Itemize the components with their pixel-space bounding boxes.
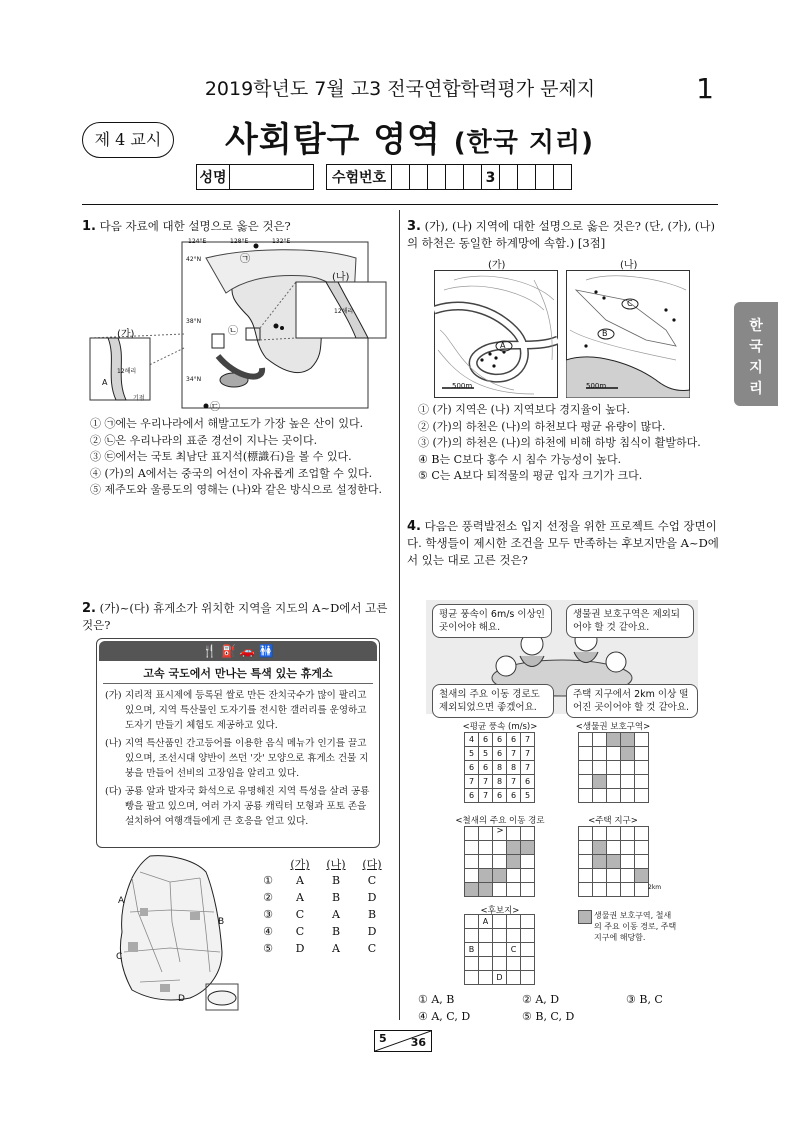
q4-options <box>418 992 718 1025</box>
grid-cell <box>521 929 535 943</box>
grid-cell <box>635 747 649 761</box>
q1-label-ga: (가) <box>117 329 135 340</box>
q2-answer-cell: A <box>296 891 304 904</box>
grid-cell <box>479 883 493 897</box>
q2-answer-number: ② <box>263 891 273 904</box>
grid-cell <box>579 883 593 897</box>
grid-cell <box>465 883 479 897</box>
grid-cell <box>593 733 607 747</box>
q4-option-1[interactable]: ① A, B <box>418 993 455 1006</box>
grid-cell <box>607 789 621 803</box>
q2-stem-text: (가)~(다) 휴게소가 위치한 지역을 지도의 A~D에서 고른 것은? <box>82 601 388 632</box>
grid-cell: 6 <box>479 761 493 775</box>
exam-no-digit: 3 <box>482 164 500 190</box>
exam-no-box[interactable] <box>536 164 554 190</box>
q4-bubble: 주택 지구에서 2km 이상 떨어진 곳이어야 할 것 같아요. <box>566 684 698 718</box>
grid-cell <box>507 855 521 869</box>
grid-cell <box>521 957 535 971</box>
grid-cell <box>593 841 607 855</box>
q1-options <box>90 416 395 499</box>
q2-answer-cell: C <box>367 942 377 955</box>
id-row <box>196 164 572 190</box>
grid-cell <box>465 841 479 855</box>
q2-items <box>97 688 379 829</box>
q4-grid-title-cand: <후보지> <box>480 906 520 916</box>
side-tab <box>734 302 778 406</box>
q4-option-4[interactable]: ④ A, C, D <box>418 1009 471 1023</box>
q2-answer-number: ① <box>263 874 273 887</box>
grid-cell <box>521 855 535 869</box>
q1-mark-c: ㉢ <box>210 402 220 413</box>
grid-cell <box>635 775 649 789</box>
q2-answer-option[interactable] <box>254 872 390 889</box>
q2-item-text: 지리적 표시제에 등록된 쌀로 만든 잔치국수가 많이 팔리고 있으며, 지역 특산물인 도자기를 전시한 갤러리를 운영하고 도자기 만들기 체험도 제공하고 있다. <box>125 690 367 731</box>
q2-answer-header <box>254 856 390 872</box>
q4-grid-title-house: <주택 지구> <box>588 816 638 826</box>
q2-item <box>105 784 371 829</box>
exam-no-box[interactable] <box>428 164 446 190</box>
q2-answer-cell: D <box>367 925 377 938</box>
grid-cell: 6 <box>479 733 493 747</box>
q3-option-3[interactable]: ③ (가)의 하천은 (나)의 하천에 비해 하방 침식이 활발하다. <box>418 436 701 449</box>
q1-stem <box>82 218 392 235</box>
grid-cell <box>493 827 507 841</box>
page-number: 1 <box>696 72 714 105</box>
q2-number: 2. <box>82 601 96 616</box>
grid-cell <box>635 827 649 841</box>
column-divider <box>399 210 400 1020</box>
q1-option-3[interactable]: ③ ㉢에서는 국토 최남단 표지석(標識石)을 볼 수 있다. <box>90 450 352 463</box>
q2-answer-rows <box>254 872 390 957</box>
q4-number: 4. <box>407 519 421 534</box>
grid-cell: 7 <box>507 775 521 789</box>
grid-cell: 7 <box>479 775 493 789</box>
grid-cell <box>621 789 635 803</box>
grid-cell <box>607 883 621 897</box>
q3-stem-text: (가), (나) 지역에 대한 설명으로 옳은 것은? (단, (가), (나)의 하천은 동일한 하계망에 속함.) [3점] <box>407 219 716 250</box>
q2-answer-number: ③ <box>263 908 273 921</box>
q4-grid-title-wind: <평균 풍속 (m/s)> <box>462 722 538 732</box>
grid-cell <box>621 733 635 747</box>
grid-cell: 8 <box>493 761 507 775</box>
grid-cell: 6 <box>507 733 521 747</box>
q2-answer-number: ⑤ <box>263 942 273 955</box>
q4-grid-candidates <box>464 914 535 985</box>
q2-item-text: 공룡 알과 발자국 화석으로 유명해진 지역 특성을 살려 공룡빵을 팔고 있으며, 여러 가지 공룡 캐릭터 모형과 포토 존을 설치하여 여행객들에게 큰 호응을 얻고 있다. <box>125 786 370 827</box>
grid-cell <box>507 869 521 883</box>
grid-cell <box>607 775 621 789</box>
grid-cell <box>479 929 493 943</box>
q1-lat34: 34°N <box>186 376 202 383</box>
q2-box-title: 고속 국도에서 만나는 특색 있는 휴게소 <box>143 667 333 680</box>
q2-point-b: B <box>218 917 225 927</box>
grid-cell: 8 <box>507 761 521 775</box>
grid-cell <box>493 883 507 897</box>
q2-answer-cell: A <box>332 942 340 955</box>
q2-answer-cell: C <box>295 908 305 921</box>
grid-cell <box>621 761 635 775</box>
q4-option-2[interactable]: ② A, D <box>522 993 560 1006</box>
grid-cell <box>493 915 507 929</box>
q2-answer-option[interactable] <box>254 906 390 923</box>
exam-no-box[interactable] <box>518 164 536 190</box>
candidate-cell: D <box>493 971 507 985</box>
q2-icons: 🍴 ⛽ 🚗 🚻 <box>99 641 377 661</box>
q3-options <box>418 402 718 485</box>
grid-cell <box>579 747 593 761</box>
grid-cell <box>493 943 507 957</box>
name-label: 성명 <box>196 164 230 190</box>
grid-cell <box>579 761 593 775</box>
grid-cell <box>621 827 635 841</box>
grid-cell <box>521 883 535 897</box>
grid-cell: 7 <box>521 761 535 775</box>
q1-nm12a: 12해리 <box>117 368 137 375</box>
q1-lon128: 128°E <box>230 238 249 245</box>
q4-legend-swatch <box>578 910 592 924</box>
q4-grid-wind <box>464 732 535 803</box>
q3-scale-na: 500m <box>586 382 607 390</box>
q4-grid-house <box>578 826 649 897</box>
grid-cell <box>521 869 535 883</box>
q1-lon124: 124°E <box>188 238 207 245</box>
q2-answer-cell: C <box>295 925 305 938</box>
subject-title <box>225 112 594 161</box>
grid-cell <box>607 747 621 761</box>
grid-cell <box>465 915 479 929</box>
grid-cell <box>579 733 593 747</box>
q2-answer-table <box>254 856 390 957</box>
grid-cell <box>507 971 521 985</box>
grid-cell <box>507 957 521 971</box>
grid-cell <box>607 733 621 747</box>
name-field[interactable] <box>230 164 314 190</box>
subject-sub: (한국 지리) <box>453 128 595 158</box>
q4-legend: 생물권 보호구역, 철새의 주요 이동 경로, 주택 지구에 해당함. <box>594 911 677 942</box>
grid-cell <box>521 841 535 855</box>
grid-cell <box>493 929 507 943</box>
grid-cell: 6 <box>493 789 507 803</box>
grid-cell <box>593 775 607 789</box>
grid-cell <box>593 747 607 761</box>
grid-cell <box>465 869 479 883</box>
grid-cell <box>593 827 607 841</box>
grid-cell <box>579 827 593 841</box>
grid-cell <box>465 827 479 841</box>
grid-cell <box>593 869 607 883</box>
grid-cell <box>593 855 607 869</box>
side-tab-label: 한국 지리 <box>749 318 763 397</box>
q4-grid-title-bird: <철새의 주요 이동 경로> <box>455 816 545 836</box>
exam-no-box[interactable] <box>500 164 518 190</box>
grid-cell <box>635 883 649 897</box>
grid-cell <box>607 761 621 775</box>
q2-point-c: C <box>116 952 123 962</box>
q4-scale: 2km <box>648 884 662 891</box>
q1-stem-text: 다음 자료에 대한 설명으로 옳은 것은? <box>99 219 291 233</box>
q2-answer-cell: B <box>331 925 341 938</box>
header-divider <box>82 204 718 205</box>
grid-cell <box>579 841 593 855</box>
q2-answer-number: ④ <box>263 925 273 938</box>
q3-label-c: C <box>627 299 633 308</box>
grid-cell <box>507 841 521 855</box>
q1-number: 1. <box>82 219 96 234</box>
q1-baseline: 기점 <box>133 395 145 402</box>
q2-answer-option[interactable] <box>254 889 390 906</box>
q2-col-na: (나) <box>326 858 346 871</box>
q3-option-5[interactable]: ⑤ C는 A보다 퇴적물의 평균 입자 크기가 크다. <box>418 469 643 482</box>
exam-no-label: 수험번호 <box>326 164 392 190</box>
grid-cell <box>579 869 593 883</box>
q2-col-da: (다) <box>362 858 382 871</box>
q4-option-5[interactable]: ⑤ B, C, D <box>522 1009 575 1023</box>
q2-item-tag: (가) <box>105 690 122 701</box>
grid-cell <box>635 733 649 747</box>
grid-cell: 6 <box>521 775 535 789</box>
grid-cell <box>635 869 649 883</box>
grid-cell: 5 <box>465 747 479 761</box>
period-badge: 제 4 교시 <box>82 122 174 158</box>
q3-label-na: (나) <box>620 260 638 271</box>
grid-cell: 4 <box>465 733 479 747</box>
candidate-cell: A <box>479 915 493 929</box>
exam-no-box[interactable] <box>392 164 410 190</box>
grid-cell <box>579 789 593 803</box>
grid-cell: 7 <box>479 789 493 803</box>
grid-cell <box>521 943 535 957</box>
grid-cell <box>635 761 649 775</box>
q2-answer-cell: A <box>332 908 340 921</box>
exam-no-box[interactable] <box>410 164 428 190</box>
grid-cell <box>635 841 649 855</box>
q2-item-tag: (나) <box>105 738 122 749</box>
exam-no-box[interactable] <box>446 164 464 190</box>
q2-item-tag: (다) <box>105 786 122 797</box>
grid-cell <box>493 855 507 869</box>
q2-korea-map <box>110 852 240 1012</box>
grid-cell <box>593 789 607 803</box>
grid-cell: 5 <box>479 747 493 761</box>
page-total: 36 <box>410 1036 426 1049</box>
q3-option-4[interactable]: ④ B는 C보다 홍수 시 침수 가능성이 높다. <box>418 452 622 466</box>
q1-lon132: 132°E <box>272 238 291 245</box>
grid-cell: 7 <box>465 775 479 789</box>
grid-cell <box>593 883 607 897</box>
grid-cell: 6 <box>493 747 507 761</box>
q1-lat42: 42°N <box>186 256 202 263</box>
q4-stem <box>407 518 719 569</box>
grid-cell <box>635 855 649 869</box>
subject-main: 사회탐구 영역 <box>225 120 441 160</box>
q1-option-2[interactable]: ② ㉡은 우리나라의 표준 경선이 지나는 곳이다. <box>90 433 318 447</box>
grid-cell <box>465 971 479 985</box>
grid-cell <box>479 855 493 869</box>
q2-item <box>105 736 371 781</box>
q2-stem <box>82 600 392 634</box>
q2-box <box>96 638 380 848</box>
q1-option-4[interactable]: ④ (가)의 A에서는 중국의 어선이 자유롭게 조업할 수 있다. <box>90 466 373 480</box>
grid-cell: 6 <box>465 789 479 803</box>
q1-nm12b: 12해리 <box>334 308 354 315</box>
grid-cell <box>507 827 521 841</box>
grid-cell <box>465 957 479 971</box>
grid-cell: 5 <box>521 789 535 803</box>
grid-cell <box>607 841 621 855</box>
grid-cell <box>521 915 535 929</box>
q2-item-text: 지역 특산품인 간고등어를 이용한 음식 메뉴가 인기를 끌고 있으며, 조선시대 양반이 쓰던 '갓' 모양으로 휴게소 건물 지붕을 만들어 선비의 고장임을 알리고 있다. <box>125 738 369 779</box>
grid-cell <box>507 915 521 929</box>
q4-option-3[interactable]: ③ B, C <box>626 993 663 1006</box>
q1-label-na: (나) <box>332 272 350 283</box>
q2-item <box>105 688 371 733</box>
q4-bubble: 생물권 보호구역은 제외되어야 할 것 같아요. <box>566 604 694 638</box>
grid-cell <box>607 869 621 883</box>
q3-map-na <box>566 270 690 398</box>
grid-cell: 7 <box>507 747 521 761</box>
grid-cell <box>479 971 493 985</box>
grid-cell <box>607 827 621 841</box>
q2-answer-cell: B <box>331 891 341 904</box>
grid-cell: 7 <box>521 733 535 747</box>
q1-point-a: A <box>102 378 108 387</box>
grid-cell <box>479 957 493 971</box>
grid-cell <box>579 855 593 869</box>
q2-answer-cell: A <box>296 874 304 887</box>
q1-option-1[interactable]: ① ㉠에는 우리나라에서 해발고도가 가장 높은 산이 있다. <box>90 417 364 430</box>
q2-answer-option[interactable] <box>254 923 390 940</box>
grid-cell <box>621 855 635 869</box>
q2-answer-cell: D <box>295 942 305 955</box>
q3-number: 3. <box>407 219 421 234</box>
candidate-cell: B <box>465 943 479 957</box>
q3-scale-ga: 500m <box>452 382 473 390</box>
q4-bubble: 평균 풍속이 6m/s 이상인 곳이어야 해요. <box>432 604 552 638</box>
q3-label-b: B <box>602 329 608 338</box>
q3-option-2[interactable]: ② (가)의 하천은 (나)의 하천보다 평균 유량이 많다. <box>418 419 666 433</box>
grid-cell <box>607 855 621 869</box>
exam-title: 2019학년도 7월 고3 전국연합학력평가 문제지 <box>204 78 596 100</box>
grid-cell <box>621 869 635 883</box>
grid-cell <box>479 869 493 883</box>
grid-cell <box>465 855 479 869</box>
grid-cell <box>493 841 507 855</box>
grid-cell <box>621 841 635 855</box>
q3-option-1[interactable]: ① (가) 지역은 (나) 지역보다 경지율이 높다. <box>418 403 631 416</box>
q3-label-a: A <box>500 341 506 350</box>
exam-no-box[interactable] <box>464 164 482 190</box>
q3-stem <box>407 218 719 252</box>
q3-label-ga: (가) <box>488 260 506 271</box>
q2-answer-cell: C <box>367 874 377 887</box>
q4-grid-bio <box>578 732 649 803</box>
grid-cell <box>621 775 635 789</box>
grid-cell <box>593 761 607 775</box>
q1-lat38: 38°N <box>186 318 202 325</box>
q2-point-d: D <box>178 994 185 1004</box>
q4-stem-text: 다음은 풍력발전소 입지 선정을 위한 프로젝트 수업 장면이다. 학생들이 제시한 조건을 모두 만족하는 후보지만을 A~D에서 있는 대로 고른 것은? <box>407 519 719 567</box>
grid-cell <box>493 957 507 971</box>
page-current: 5 <box>379 1032 387 1045</box>
q3-map-ga <box>434 270 558 398</box>
grid-cell <box>635 789 649 803</box>
grid-cell <box>479 841 493 855</box>
grid-cell <box>507 929 521 943</box>
grid-cell <box>521 971 535 985</box>
q1-option-5[interactable]: ⑤ 제주도와 울릉도의 영해는 (나)와 같은 방식으로 설정한다. <box>90 483 382 496</box>
grid-cell: 8 <box>493 775 507 789</box>
grid-cell <box>507 883 521 897</box>
q4-grid-bird <box>464 826 535 897</box>
grid-cell <box>579 775 593 789</box>
q4-bubble: 철새의 주요 이동 경로도 제외되었으면 좋겠어요. <box>432 684 554 718</box>
grid-cell <box>465 929 479 943</box>
q2-answer-cell: B <box>331 874 341 887</box>
page-counter <box>374 1030 432 1052</box>
grid-cell <box>479 827 493 841</box>
q1-mark-b: ㉡ <box>228 326 238 337</box>
grid-cell <box>493 869 507 883</box>
grid-cell <box>479 943 493 957</box>
q2-col-ga: (가) <box>290 858 310 871</box>
candidate-cell: C <box>507 943 521 957</box>
q1-mark-a: ㉠ <box>240 254 250 265</box>
grid-cell <box>621 747 635 761</box>
grid-cell: 6 <box>493 733 507 747</box>
q2-answer-cell: D <box>367 891 377 904</box>
grid-cell: 6 <box>465 761 479 775</box>
grid-cell <box>621 883 635 897</box>
grid-cell <box>521 827 535 841</box>
q2-answer-cell: B <box>367 908 377 921</box>
exam-no-box[interactable] <box>554 164 572 190</box>
q4-grid-title-bio: <생물권 보호구역> <box>575 722 651 732</box>
grid-cell: 6 <box>507 789 521 803</box>
q2-answer-option[interactable] <box>254 940 390 957</box>
q2-point-a: A <box>118 896 125 906</box>
grid-cell: 7 <box>521 747 535 761</box>
